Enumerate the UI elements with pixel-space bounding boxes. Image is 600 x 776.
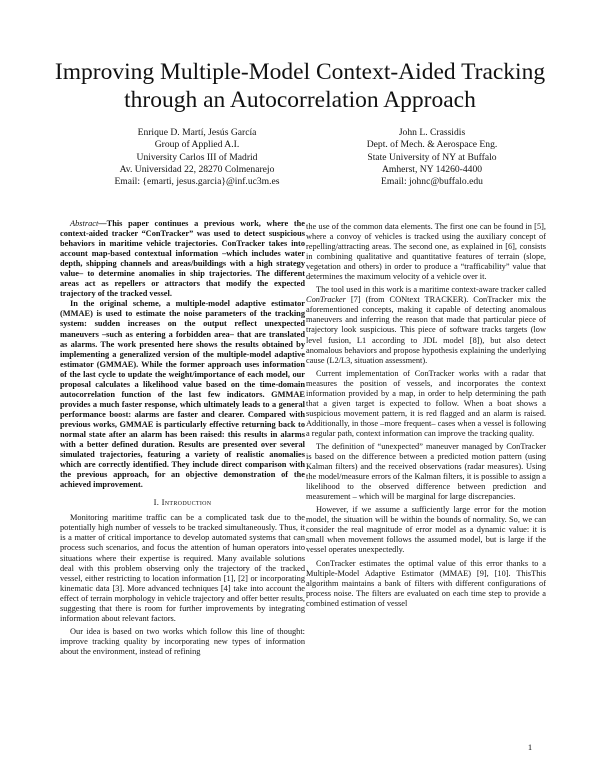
author-names: John L. Crassidis — [398, 127, 466, 138]
author-block-1 — [92, 127, 302, 188]
body-paragraph-2-b: [7] (from CONtext TRACKER). ConTracker mix the aforementioned concepts, making it capable of detecting anomalous maneuvers and inferring the reason that made that particular piece of trajectory look suspicious. This piece of software tracks targets (low level fusion, L1 according to JDL model [8]), but also detect anomalous behaviors and propose hypothesis explaining the underlying cause (L2/L3, situation assessment). — [306, 295, 546, 365]
author-address: Av. Universidad 22, 28270 Colmenarejo — [119, 163, 275, 175]
author-institution: State University of NY at Buffalo — [367, 151, 497, 163]
author-institution: University Carlos III of Madrid — [136, 151, 258, 163]
left-column — [60, 219, 305, 660]
author-affiliation: Group of Applied A.I. — [154, 139, 240, 151]
author-names: Enrique D. Martí, Jesús García — [137, 127, 257, 138]
body-paragraph-4: The definition of “unexpected” maneuver managed by ConTracker is based on the difference between a predicted motion pattern (using Kalman filters) and the received observations (radar measures). Using the model/measure errors of the Kalman filters, it is possible to assign a likelihood to the observed difference between prediction and measurement – which will be marginal for large discrepancies. — [306, 441, 546, 502]
author-block-2 — [322, 127, 542, 188]
title-line-1: Improving Multiple-Model Context-Aided Tracking — [54, 59, 546, 85]
abstract-paragraph-2: In the original scheme, a multiple-model adaptive estimator (MMAE) is used to estimate the noise parameters of the tracking system: sudden increases on the output reflect unexpected maneuvers –such as entering a forbidden area– that are translated as alarms. The work presented here shows the results obtained by implementing a generalized version of the multiple-model adaptive estimator (GMMAE). While the former approach uses information of the last cycle to update the weight/importance of each model, our proposal calculates a likelihood value based on the time-domain autocorrelation function of the last few indicators. GMMAE provides a much faster response, which ultimately leads to a general performance boost: alarms are faster and clearer. Compared with previous works, GMMAE is particularly effective returning back to normal state after an alarm has been raised: this results in alarms with a better defined duration. Results are presented over several simulated trajectories, featuring a variety of realistic anomalies which are correctly identified. They include direct comparison with the previous approach, for an objective demonstration of the achieved improvement. — [60, 299, 305, 490]
body-paragraph-1: the use of the common data elements. The first one can be found in [5], where a convoy of vehicles is tracked using the auxiliary concept of repelling/attracting areas. The second one, as explained in [6], consists in combining qualitative and quantitative features of terrain (slope, vegetation and others) in order to produce a “trafficability” value that determines the maximum velocity of a vehicle over it. — [306, 222, 546, 282]
author-address: Amherst, NY 14260-4400 — [381, 163, 483, 175]
body-paragraph-2-a: The tool used in this work is a maritime context-aware tracker called — [316, 285, 546, 295]
author-email: Email: {emarti, jesus.garcia}@inf.uc3m.es — [114, 176, 280, 188]
contracker-name: ConTracker — [306, 295, 346, 305]
body-paragraph-3: Current implementation of ConTracker works with a radar that measures the position of vessels, and incorporates the context information provided by a map, in order to help determining the path that a given target is expected to follow. When a boat shows a suspicious movement pattern, it is red flagged and an alarm is raised. Additionally, in those –more frequent– cases when a vessel is following a regular path, context information can improve the tracking quality. — [306, 368, 546, 438]
body-paragraph-5: However, if we assume a sufficiently large error for the motion model, the situation will be within the bounds of normality. So, we can consider the real magnitude of error model as a dynamic value: it is small when movement follows the assumed model, but is large if the vessel operates unexpectedly. — [306, 505, 546, 555]
abstract — [60, 219, 305, 490]
abstract-lead: Abstract — [70, 219, 99, 228]
intro-paragraph-2: Our idea is based on two works which follow this line of thought: improve tracking quality by incorporating new types of information about the environment, instead of refining — [60, 626, 305, 656]
abstract-paragraph-1 — [60, 219, 305, 299]
body-paragraph-6: ConTracker estimates the optimal value of this error thanks to a Multiple-Model Adaptive Estimator (MMAE) [9], [10]. ThisThis algorithm maintains a bank of filters with different configurations of process noise. The filters are evaluated on each time step to provide a combined estimation of vessel — [306, 558, 546, 608]
paper-title — [40, 58, 560, 114]
author-affiliation: Dept. of Mech. & Aerospace Eng. — [366, 139, 498, 151]
abstract-text-1: —This paper continues a previous work, where the context-aided tracker “ConTracker” was used to detect suspicious behaviors in maritime vehicle trajectories. ConTracker takes into account map-based contextual information –which includes water depth, shipping channels and areas/buildings with a high strategy value– to determine anomalies in ship trajectories. The different areas act as repellers or attractors that modify the expected trajectory of the tracked vessel. — [60, 219, 305, 299]
author-email: Email: johnc@buffalo.edu — [381, 176, 483, 188]
section-heading-introduction: I. Introduction — [153, 497, 212, 508]
title-line-2: through an Autocorrelation Approach — [124, 87, 476, 113]
body-paragraph-2 — [306, 285, 546, 365]
page-number: 1 — [527, 742, 533, 752]
right-column — [306, 222, 546, 612]
intro-paragraph-1: Monitoring maritime traffic can be a complicated task due to the potentially high number of vessels to be tracked simultaneously. Thus, it is a matter of critical importance to develop automated systems that can process such scenarios, and focus the attention of human operators into situations where their expertise is required. Many available solutions deal with this problem observing only the trajectory of the tracked vessel, either restricting to location information [1], [2] or incorporating kinematic data [3]. More advanced techniques [4] take into account the effect of terrain morphology in vehicle trajectory and offer better results, suggesting that there is room for further improvements by integrating information about relevant factors. — [60, 513, 305, 623]
